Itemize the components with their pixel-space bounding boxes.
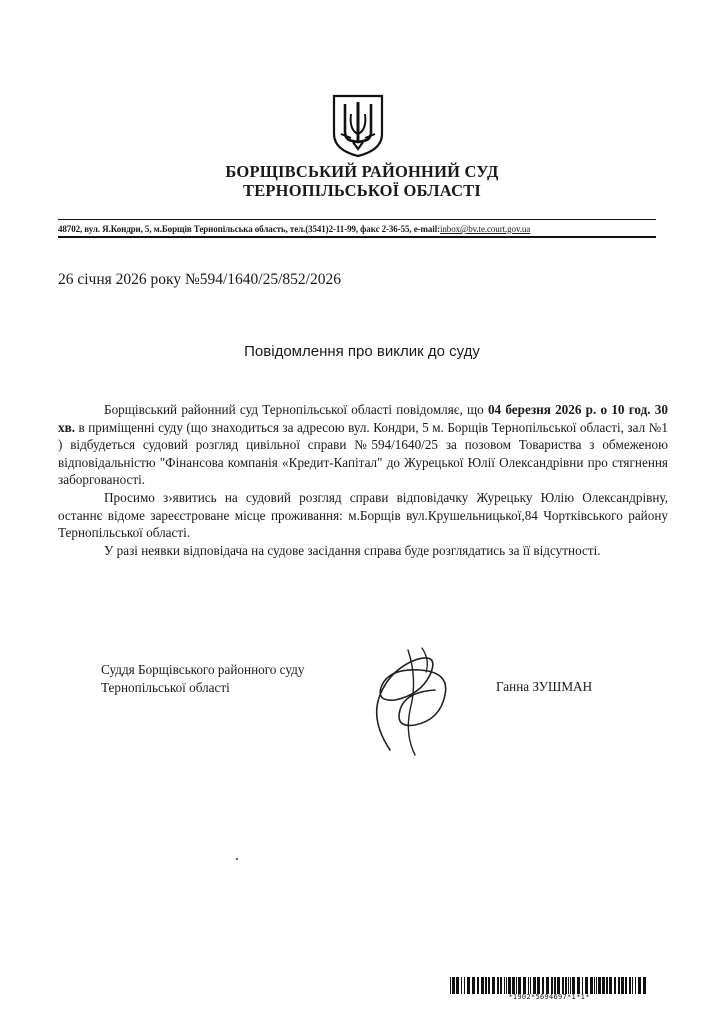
barcode-bar <box>618 977 620 994</box>
barcode-bar <box>497 977 499 994</box>
trident-icon <box>331 94 385 158</box>
barcode-bar <box>456 977 459 994</box>
barcode-bar <box>562 977 564 994</box>
court-name-line2: ТЕРНОПІЛЬСЬКОЇ ОБЛАСТІ <box>242 181 482 200</box>
barcode-bar <box>537 977 540 994</box>
barcode-bar <box>596 977 597 994</box>
barcode-bar <box>518 977 521 994</box>
barcode-bar <box>621 977 624 994</box>
barcode-bar <box>546 977 549 994</box>
barcode-bar <box>488 977 490 994</box>
header-divider-thick <box>58 236 656 238</box>
barcode-bar <box>467 977 470 994</box>
barcode-bar <box>477 977 479 994</box>
document-barcode <box>450 977 648 994</box>
notice-paragraph-2: Просимо з›явитись на судовий розгляд справи відповідачку Журецьку Юлію Олександрівну, останнє відоме зареєстроване місце проживання: м.Борщів вул.Крушельницької,84 Чортківського району Тернопільської області. <box>58 489 668 541</box>
paragraph-1-details: в приміщенні суду (що знаходиться за адресою вул. Кондри, 5 м. Борщів Тернопільської області, зал №1 ) відбудеться судовий розгляд цивільної справи №594/1640/25 за позовом Товариства з обмеженою відповідальністю "Фінансова компанія «Кредит-Капітал" до Журецької Юлії Олександрівни про стягнення заборгованості. <box>58 419 668 488</box>
barcode-bar <box>565 977 567 994</box>
barcode-bar <box>512 977 515 994</box>
barcode-bar <box>568 977 569 994</box>
barcode-bar <box>614 977 616 994</box>
judge-position <box>101 661 304 696</box>
barcode-bar <box>504 977 505 994</box>
header-divider-thin <box>58 219 656 220</box>
barcode-bar <box>523 977 526 994</box>
barcode-bar <box>629 977 631 994</box>
judge-position-line1: Суддя Борщівського районного суду <box>101 662 305 677</box>
barcode-bar <box>594 977 595 994</box>
barcode-bar <box>485 977 487 994</box>
court-contacts <box>58 224 658 234</box>
barcode-bar <box>572 977 575 994</box>
barcode-bar <box>609 977 612 994</box>
barcode-bar <box>598 977 601 994</box>
barcode-bar <box>638 977 641 994</box>
barcode-bar <box>508 977 511 994</box>
handwritten-signature <box>360 640 470 760</box>
barcode-bar <box>461 977 462 994</box>
barcode-bar <box>570 977 571 994</box>
barcode-bar <box>472 977 475 994</box>
paragraph-1-intro: Борщівський районний суд Тернопільської області повідомляє, що <box>104 402 488 417</box>
barcode-bar <box>500 977 502 994</box>
barcode-bar <box>481 977 484 994</box>
barcode-bar <box>625 977 627 994</box>
barcode-bar <box>635 977 636 994</box>
document-date-number: 26 січня 2026 року №594/1640/25/852/2026 <box>58 271 341 288</box>
barcode-bar <box>582 977 583 994</box>
notice-paragraph-1 <box>58 401 668 489</box>
barcode-bar <box>492 977 495 994</box>
barcode-number: *1902*5694697*1*1* <box>508 993 590 1001</box>
hearing-datetime: 04 березня 2026 р. о 10 год. 30 хв. <box>58 402 668 435</box>
barcode-bar <box>557 977 560 994</box>
notice-body <box>58 401 668 559</box>
barcode-bar <box>528 977 529 994</box>
barcode-bar <box>450 977 451 994</box>
document-title: Повідомлення про виклик до суду <box>244 343 480 360</box>
barcode-bar <box>602 977 605 994</box>
court-email: inbox@bv.te.court.gov.ua <box>440 224 531 234</box>
judge-position-line2: Тернопільської області <box>101 679 230 695</box>
barcode-bar <box>506 977 507 994</box>
judge-name: Ганна ЗУШМАН <box>496 679 593 694</box>
barcode-bar <box>577 977 580 994</box>
barcode-bar <box>585 977 588 994</box>
barcode-bar <box>551 977 553 994</box>
notice-paragraph-3: У разі неявки відповідача на судове засідання справа буде розглядатись за її відсутності. <box>104 542 601 558</box>
barcode-bar <box>554 977 556 994</box>
barcode-bar <box>452 977 455 994</box>
barcode-bar <box>606 977 608 994</box>
barcode-bar <box>542 977 544 994</box>
barcode-bar <box>590 977 593 994</box>
barcode-bar <box>533 977 536 994</box>
court-address: 48702, вул. Я.Кондри, 5, м.Борщів Тернопільська область, тел.(3541)2-11-99, факс 2-36-55, e-mail: <box>58 224 440 234</box>
court-name-line1: БОРЩІВСЬКИЙ РАЙОННИЙ СУД <box>225 162 499 181</box>
barcode-bar <box>632 977 633 994</box>
barcode-bar <box>530 977 531 994</box>
scan-speck <box>236 858 238 860</box>
barcode-bar <box>464 977 465 994</box>
barcode-bar <box>516 977 517 994</box>
barcode-bar <box>643 977 646 994</box>
